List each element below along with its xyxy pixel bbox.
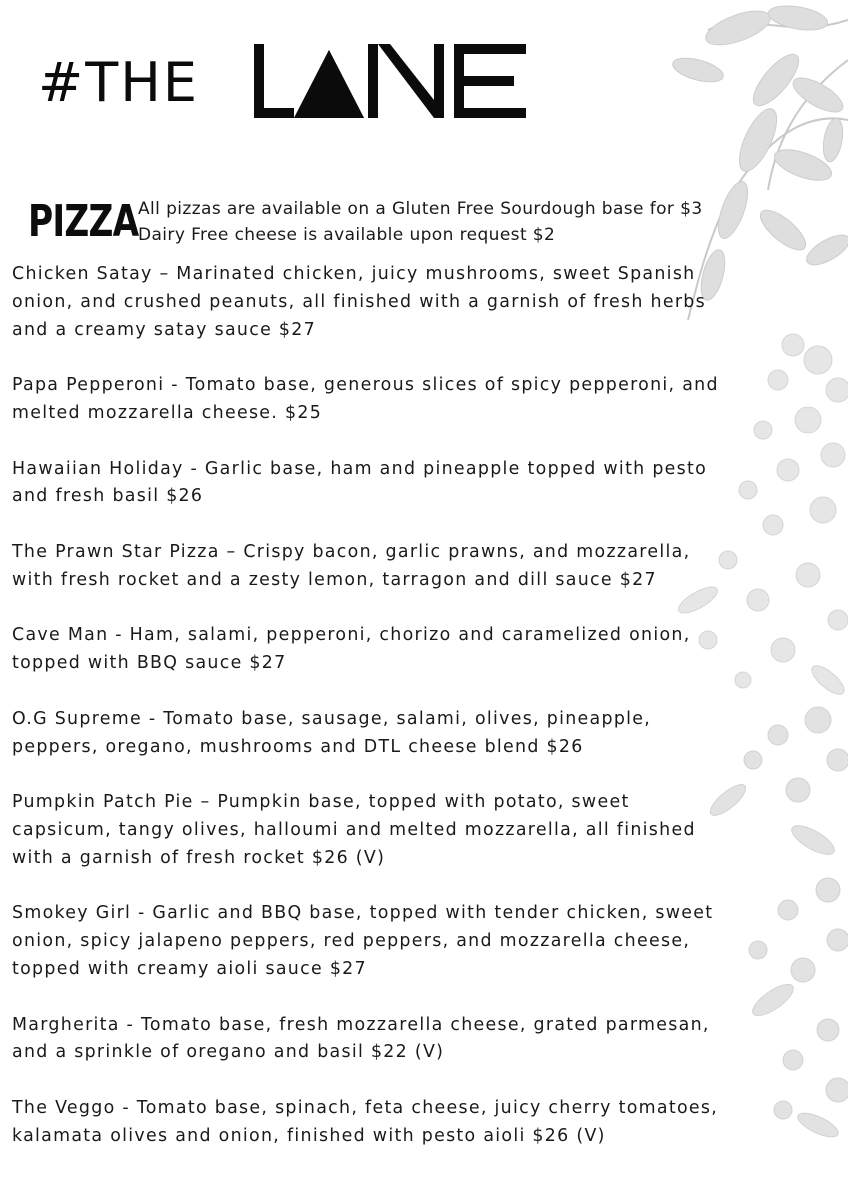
section-notes [138, 196, 703, 248]
menu-item-line: topped with BBQ sauce $27 [12, 653, 287, 674]
menu-item-pumpkin-patch-pie [12, 789, 848, 872]
menu-item-line: Hawaiian Holiday - Garlic base, ham and pineapple topped with pesto [12, 458, 708, 479]
menu-item-line: Papa Pepperoni - Tomato base, generous slices of spicy pepperoni, and [12, 375, 719, 396]
menu-item-margherita [12, 1012, 848, 1068]
gluten-free-note: All pizzas are available on a Gluten Free Sourdough base for $3 [138, 199, 703, 219]
menu-item-line: onion, spicy jalapeno peppers, red peppers, and mozzarella cheese, [12, 931, 691, 952]
menu-item-hawaiian-holiday [12, 456, 848, 512]
menu-item-line: Margherita - Tomato base, fresh mozzarella cheese, grated parmesan, [12, 1014, 710, 1035]
restaurant-logo [38, 44, 530, 120]
menu-item-cave-man [12, 622, 848, 678]
dairy-free-note: Dairy Free cheese is available upon request $2 [138, 225, 556, 245]
logo-hash-text: #THE [38, 51, 199, 114]
menu-item-line: melted mozzarella cheese. $25 [12, 402, 323, 423]
menu-item-chicken-satay [12, 261, 848, 344]
menu-item-line: The Prawn Star Pizza – Crispy bacon, garlic prawns, and mozzarella, [12, 541, 691, 562]
menu-item-line: Smokey Girl - Garlic and BBQ base, topped with tender chicken, sweet [12, 903, 714, 924]
menu-item-og-supreme [12, 706, 848, 762]
menu-item-line: and a sprinkle of oregano and basil $22 (V) [12, 1042, 445, 1063]
menu-item-line: The Veggo - Tomato base, spinach, feta cheese, juicy cherry tomatoes, [12, 1097, 719, 1118]
menu-item-line: Cave Man - Ham, salami, pepperoni, chorizo and caramelized onion, [12, 625, 691, 646]
menu-item-line: kalamata olives and onion, finished with pesto aioli $26 (V) [12, 1125, 606, 1146]
menu-item-smokey-girl [12, 900, 848, 983]
menu-item-line: Pumpkin Patch Pie – Pumpkin base, topped with potato, sweet [12, 792, 630, 813]
menu-item-prawn-star [12, 539, 848, 595]
menu-item-the-veggo [12, 1095, 848, 1151]
menu-item-line: O.G Supreme - Tomato base, sausage, salami, olives, pineapple, [12, 708, 652, 729]
pizza-menu-list [12, 261, 848, 1178]
menu-item-line: capsicum, tangy olives, halloumi and melted mozzarella, all finished [12, 819, 696, 840]
menu-item-line: and a creamy satay sauce $27 [12, 319, 317, 340]
menu-item-line: peppers, oregano, mushrooms and DTL cheese blend $26 [12, 736, 584, 757]
menu-item-line: with a garnish of fresh rocket $26 (V) [12, 847, 386, 868]
menu-item-papa-pepperoni [12, 372, 848, 428]
menu-item-line: with fresh rocket and a zesty lemon, tarragon and dill sauce $27 [12, 569, 657, 590]
menu-item-line: onion, and crushed peanuts, all finished with a garnish of fresh herbs [12, 291, 706, 312]
menu-item-line: topped with creamy aioli sauce $27 [12, 958, 367, 979]
logo-wordmark [254, 44, 530, 120]
menu-item-line: Chicken Satay – Marinated chicken, juicy mushrooms, sweet Spanish [12, 264, 696, 284]
section-title: PIZZA [28, 196, 139, 247]
pizza-section-header [28, 196, 703, 248]
menu-item-line: and fresh basil $26 [12, 486, 204, 507]
